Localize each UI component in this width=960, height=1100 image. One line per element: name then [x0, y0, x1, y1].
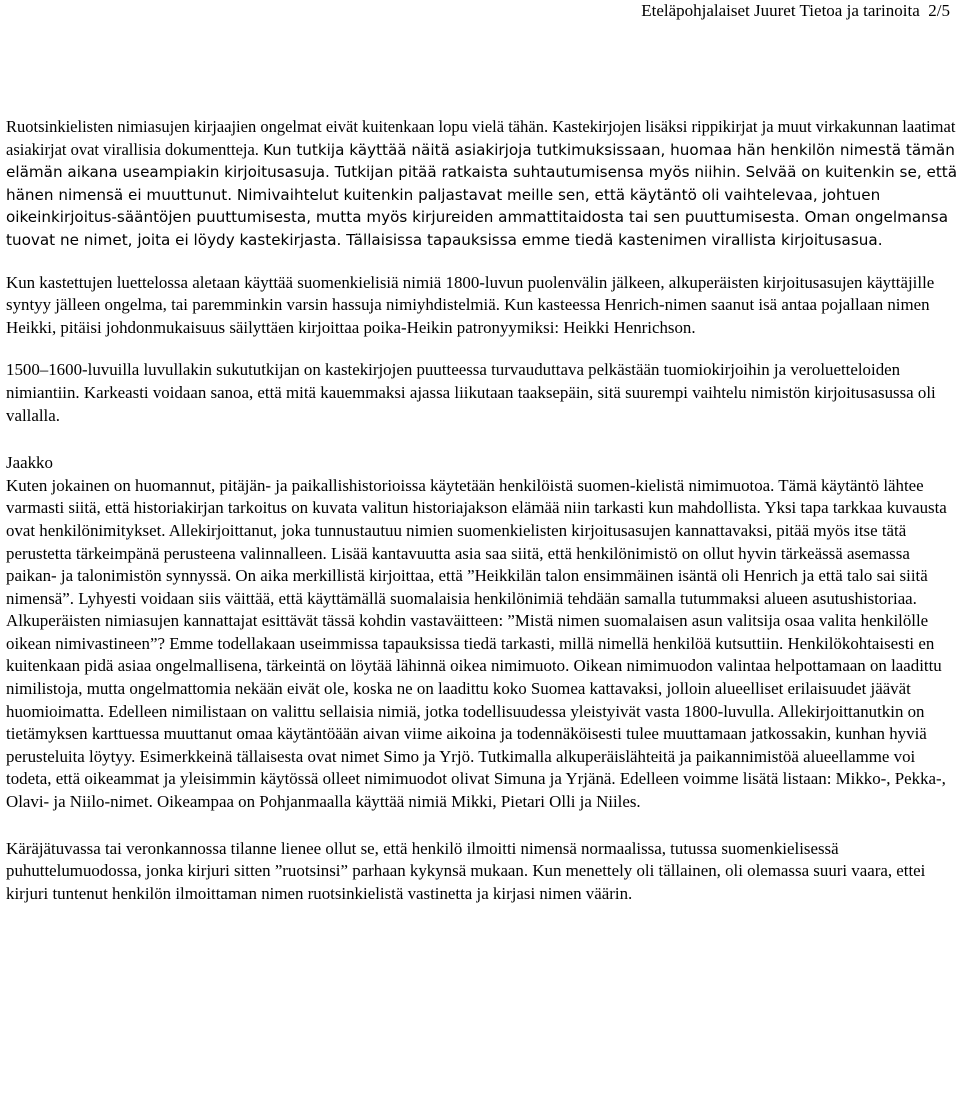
section-heading-jaakko: Jaakko — [6, 453, 53, 473]
page-header — [641, 0, 950, 22]
header-title: Eteläpohjalaiset Juuret Tietoa ja tarinoita — [641, 1, 920, 20]
paragraph-3: 1500–1600-luvuilla luvullakin sukututkijan on kastekirjojen puutteessa turvauduttava pelkästään tuomiokirjoihin ja veroluetteloiden nimiantiin. Karkeasti voidaan sanoa, että mitä kauemmaksi ajassa liikutaan taaksepäin, sitä suurempi vaihtelu nimistön kirjoitusasussa oli vallalla. — [6, 360, 936, 425]
paragraph-1 — [6, 116, 958, 252]
paragraph-4-text: Kuten jokainen on huomannut, pitäjän- ja paikallishistorioissa käytetään henkilöistä suomen-kielistä nimimuotoa. Tämä käytäntö lähtee varmasti siitä, että historiakirjan tarkoitus on kuvata valitun historiajakson elämää niin tarkasti kun mahdollista. Yksi tapa tarkkaa kuvausta ovat henkilönimitykset. Allekirjoittanut, joka tunnustautuu nimien suomenkielisten kirjoitusasujen kannattavaksi, pitää myös itse tätä perustetta tärkeimpänä perusteena valinnalleen. Lisää kantavuutta asia saa siitä, että henkilönimistö on ollut hyvin tärkeässä asemassa paikan- ja talonimistön synnyssä. On aika merkillistä kirjoittaa, että ”Heikkilän talon ensimmäinen isäntä oli Henrich ja että talo sai siitä nimensä”. Lyhyesti voidaan siis väittää, että käyttämällä suomalaisia henkilönimiä tehdään samalla tutummaksi alueen asutushistoriaa. Alkuperäisten nimiasujen kannattajat esittävät tässä kohdin vastaväitteen: ”Mistä nimen suomalaisen asun valitsija osaa valita henkilölle oikean nimivastineen”? Emme todellakaan useimmissa tapauksissa tiedä tarkasti, millä nimellä henkilöä kutsuttiin. Henkilökohtaisesti en kuitenkaan pidä asiaa ongelmallisena, tärkeintä on löytää lähinnä oikea nimimuoto. Oikean nimimuodon valintaa helpottamaan on laadittu nimilistoja, mutta ongelmattomia nekään eivät ole, koska ne on laadittu koko Suomea kattavaksi, jolloin alueelliset erilaisuudet jäävät huomioimatta. Edelleen nimilistaan on valittu sellaisia nimiä, jotka todellisuudessa yleistyivät vasta 1800-luvulla. Allekirjoittanutkin on tietämyksen karttuessa muuttanut omaa käytäntöään aivan viime aikoina ja todennäköisesti tulee muuttamaan jatkossakin, kunhan hyviä perusteluita löytyy. Esimerkkeinä tällaisesta ovat nimet Simo ja Yrjö. Tutkimalla alkuperäislähteitä ja paikannimistöä alueellamme voi todeta, että oikeammat ja yleisimmin käytössä olleet nimimuodot olivat Simuna ja Yrjänä. Edelleen voimme lisätä listaan: Mikko-, Pekka-, Olavi- ja Niilo-nimet. Oikeampaa on Pohjanmaalla käyttää nimiä Mikki, Pietari Olli ja Niiles. — [6, 475, 947, 812]
paragraph-1-sans-text: Kun tutkija käyttää näitä asiakirjoja tutkimuksissaan, huomaa hän henkilön nimestä tämän elämän aikana useampiakin kirjoitusasuja. Tutkijan pitää ratkaista suhtautumisensa myös niihin. Selvää on kuitenkin se, että hänen nimensä ei muuttunut. Nimivaihtelut kuitenkin paljastavat meille sen, että käytäntö oli vaihtelevaa, johtuen oikeinkirjoitus-sääntöjen puuttumisesta, mutta myös kirjureiden ammattitaidosta tai sen puuttumisesta. Oman ongelmansa tuovat ne nimet, joita ei löydy kastekirjasta. Tällaisissa tapauksissa emme tiedä kastenimen virallista kirjoitusasua. — [6, 140, 958, 249]
paragraph-5: Käräjätuvassa tai veronkannossa tilanne lienee ollut se, että henkilö ilmoitti nimensä normaalissa, tutussa suomenkielisessä puhuttelumuodossa, jonka kirjuri sitten ”ruotsinsi” parhaan kykynsä mukaan. Kun menettely oli tällainen, oli olemassa suuri vaara, ettei kirjuri tuntenut henkilön ilmoittaman nimen ruotsinkielistä vastinetta ja kirjasi nimen väärin. — [6, 838, 926, 903]
paragraph-2: Kun kastettujen luettelossa aletaan käyttää suomenkielisiä nimiä 1800-luvun puolenvälin jälkeen, alkuperäisten kirjoitusasujen käyttäjille syntyy jälleen ongelma, tai paremminkin varsin hassuja nimiyhdistelmiä. Kun kasteessa Henrich-nimen saanut isä antaa pojallaan nimen Heikki, pitäisi johdonmukaisuus säilyttäen kirjoittaa poika-Heikin patronyymiksi: Heikki Henrichson. — [6, 272, 935, 337]
paragraph-4 — [6, 452, 958, 814]
paragraph-1-serif-text: Ruotsinkielisten nimiasujen kirjaajien ongelmat eivät kuitenkaan lopu vielä tähän. Kastekirjojen lisäksi rippikirjat ja muut virkakunnan laatimat asiakirjat ovat virallisia dokumentteja. — [6, 117, 956, 159]
article-body — [6, 116, 958, 925]
page-number: 2/5 — [928, 1, 950, 20]
